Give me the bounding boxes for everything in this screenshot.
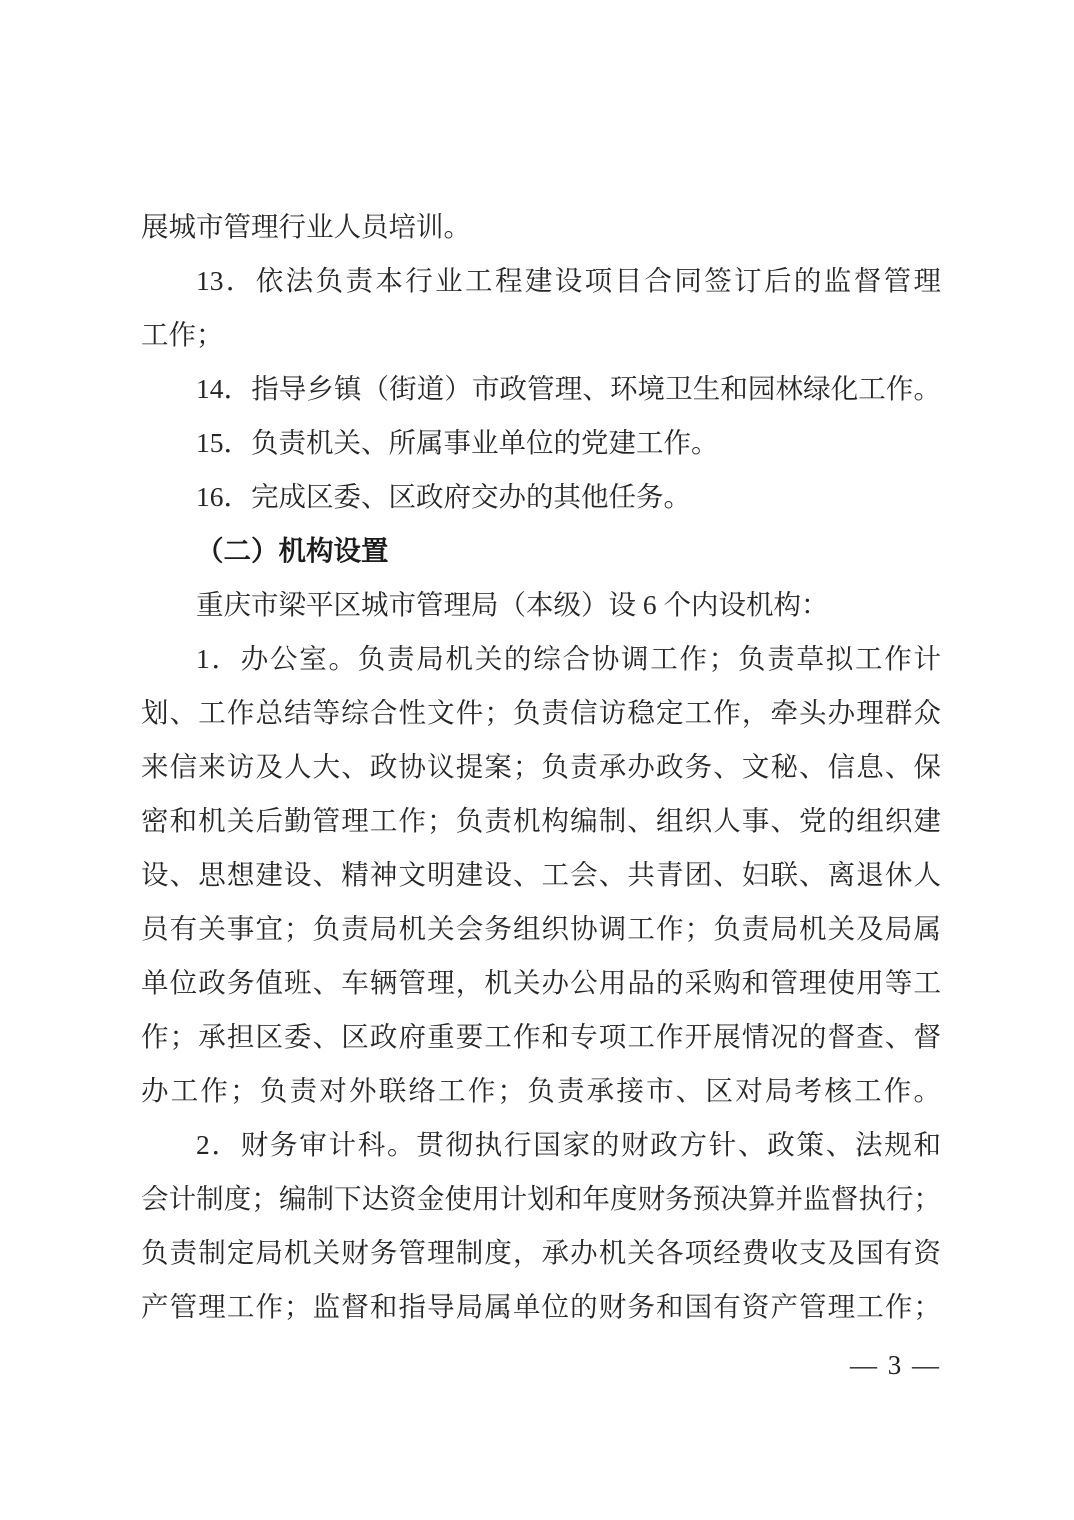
document-line: 会计制度；编制下达资金使用计划和年度财务预决算并监督执行； — [141, 1183, 941, 1214]
document-body — [141, 200, 941, 1334]
document-line: 展城市管理行业人员培训。 — [141, 211, 471, 242]
page-number: — 3 — — [850, 1350, 941, 1380]
document-line: 产管理工作；监督和指导局属单位的财务和国有资产管理工作； — [141, 1291, 941, 1322]
document-line: 1．办公室。负责局机关的综合协调工作；负责草拟工作计 — [196, 643, 941, 674]
document-line: 13．依法负责本行业工程建设项目合同签订后的监督管理 — [196, 265, 941, 296]
document-line: 员有关事宜；负责局机关会务组织协调工作；负责局机关及局属 — [141, 913, 941, 944]
document-line: 密和机关后勤管理工作；负责机构编制、组织人事、党的组织建 — [141, 805, 941, 836]
document-line: 负责制定局机关财务管理制度，承办机关各项经费收支及国有资 — [141, 1237, 941, 1268]
document-line: 重庆市梁平区城市管理局（本级）设 6 个内设机构： — [196, 589, 829, 620]
document-line: 2．财务审计科。贯彻执行国家的财政方针、政策、法规和 — [196, 1129, 941, 1160]
section-heading: （二）机构设置 — [196, 535, 389, 566]
document-line: 14．指导乡镇（街道）市政管理、环境卫生和园林绿化工作。 — [196, 373, 941, 404]
page-footer — [141, 1346, 941, 1384]
document-line: 15．负责机关、所属事业单位的党建工作。 — [196, 427, 719, 458]
document-line: 划、工作总结等综合性文件；负责信访稳定工作，牵头办理群众 — [141, 697, 941, 728]
document-line: 工作； — [141, 319, 224, 350]
document-line: 16．完成区委、区政府交办的其他任务。 — [196, 481, 691, 512]
document-line: 单位政务值班、车辆管理，机关办公用品的采购和管理使用等工 — [141, 967, 941, 998]
document-line: 设、思想建设、精神文明建设、工会、共青团、妇联、离退休人 — [141, 859, 941, 890]
document-line: 来信来访及人大、政协议提案；负责承办政务、文秘、信息、保 — [141, 751, 941, 782]
document-line: 作；承担区委、区政府重要工作和专项工作开展情况的督查、督 — [141, 1021, 941, 1052]
document-line: 办工作；负责对外联络工作；负责承接市、区对局考核工作。 — [141, 1075, 941, 1106]
